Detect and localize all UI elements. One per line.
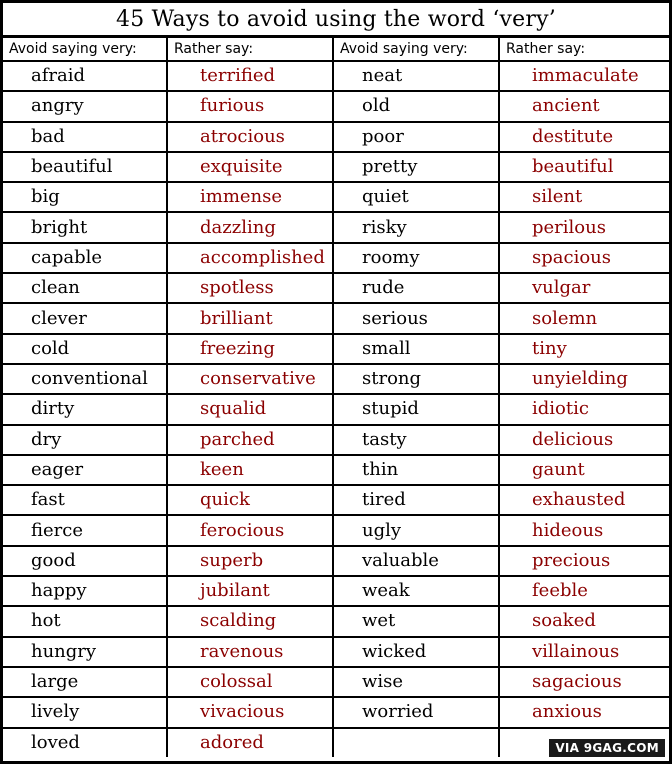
avoid-word-1: capable	[3, 243, 167, 273]
rather-word-1: terrified	[167, 61, 333, 91]
avoid-word-1: bad	[3, 122, 167, 152]
rather-word-1: atrocious	[167, 122, 333, 152]
avoid-word-2	[333, 728, 499, 757]
rather-word-1: accomplished	[167, 243, 333, 273]
table-row	[3, 243, 669, 273]
rather-word-2: immaculate	[499, 61, 669, 91]
avoid-word-2: rude	[333, 273, 499, 303]
table-row	[3, 425, 669, 455]
rather-word-1: colossal	[167, 667, 333, 697]
rather-word-1: spotless	[167, 273, 333, 303]
page-title: 45 Ways to avoid using the word ‘very’	[3, 3, 669, 38]
rather-word-2: hideous	[499, 515, 669, 545]
rather-word-2: ancient	[499, 91, 669, 121]
rather-word-2: feeble	[499, 576, 669, 606]
avoid-word-1: cold	[3, 334, 167, 364]
rather-word-2: spacious	[499, 243, 669, 273]
word-table	[3, 38, 669, 757]
header-rather-2: Rather say:	[499, 38, 669, 61]
table-row	[3, 152, 669, 182]
rather-word-2: destitute	[499, 122, 669, 152]
avoid-word-2: neat	[333, 61, 499, 91]
avoid-word-1: eager	[3, 455, 167, 485]
header-row	[3, 38, 669, 61]
rather-word-1: furious	[167, 91, 333, 121]
table-row	[3, 212, 669, 242]
table-row	[3, 546, 669, 576]
rather-word-1: ferocious	[167, 515, 333, 545]
rather-word-1: squalid	[167, 394, 333, 424]
table-row	[3, 637, 669, 667]
rather-word-2: idiotic	[499, 394, 669, 424]
avoid-word-1: bright	[3, 212, 167, 242]
header-avoid-2: Avoid saying very:	[333, 38, 499, 61]
table-row	[3, 182, 669, 212]
avoid-word-2: risky	[333, 212, 499, 242]
avoid-word-1: happy	[3, 576, 167, 606]
avoid-word-2: poor	[333, 122, 499, 152]
header-rather-1: Rather say:	[167, 38, 333, 61]
rather-word-1: freezing	[167, 334, 333, 364]
avoid-word-2: tasty	[333, 425, 499, 455]
avoid-word-1: afraid	[3, 61, 167, 91]
avoid-word-1: big	[3, 182, 167, 212]
avoid-word-2: serious	[333, 303, 499, 333]
rather-word-1: adored	[167, 728, 333, 757]
table-row	[3, 61, 669, 91]
rather-word-1: exquisite	[167, 152, 333, 182]
avoid-word-1: clean	[3, 273, 167, 303]
avoid-word-1: fast	[3, 485, 167, 515]
rather-word-1: dazzling	[167, 212, 333, 242]
table-row	[3, 697, 669, 727]
avoid-word-1: lively	[3, 697, 167, 727]
avoid-word-2: small	[333, 334, 499, 364]
rather-word-2: anxious	[499, 697, 669, 727]
rather-word-2: soaked	[499, 606, 669, 636]
avoid-word-2: pretty	[333, 152, 499, 182]
avoid-word-2: quiet	[333, 182, 499, 212]
avoid-word-2: tired	[333, 485, 499, 515]
rather-word-2: precious	[499, 546, 669, 576]
table-row	[3, 273, 669, 303]
rather-word-2: vulgar	[499, 273, 669, 303]
table-row	[3, 455, 669, 485]
rather-word-1: ravenous	[167, 637, 333, 667]
table-row	[3, 364, 669, 394]
rather-word-1: immense	[167, 182, 333, 212]
table-row	[3, 606, 669, 636]
avoid-word-2: wet	[333, 606, 499, 636]
rather-word-2: gaunt	[499, 455, 669, 485]
rather-word-2: sagacious	[499, 667, 669, 697]
avoid-word-1: hungry	[3, 637, 167, 667]
table-row	[3, 485, 669, 515]
rather-word-2: unyielding	[499, 364, 669, 394]
rather-word-2: exhausted	[499, 485, 669, 515]
avoid-word-1: large	[3, 667, 167, 697]
table-row	[3, 515, 669, 545]
header-avoid-1: Avoid saying very:	[3, 38, 167, 61]
avoid-word-1: good	[3, 546, 167, 576]
table-row	[3, 334, 669, 364]
avoid-word-2: valuable	[333, 546, 499, 576]
rather-word-1: superb	[167, 546, 333, 576]
avoid-word-1: beautiful	[3, 152, 167, 182]
table-row	[3, 394, 669, 424]
rather-word-1: brilliant	[167, 303, 333, 333]
avoid-word-2: strong	[333, 364, 499, 394]
avoid-word-2: stupid	[333, 394, 499, 424]
avoid-word-1: angry	[3, 91, 167, 121]
rather-word-2: perilous	[499, 212, 669, 242]
rather-word-1: scalding	[167, 606, 333, 636]
avoid-word-1: loved	[3, 728, 167, 757]
rather-word-1: parched	[167, 425, 333, 455]
rather-word-2: beautiful	[499, 152, 669, 182]
rather-word-2: solemn	[499, 303, 669, 333]
avoid-word-2: wise	[333, 667, 499, 697]
avoid-word-2: wicked	[333, 637, 499, 667]
rather-word-2: delicious	[499, 425, 669, 455]
rather-word-1: jubilant	[167, 576, 333, 606]
rather-word-1: vivacious	[167, 697, 333, 727]
avoid-word-1: dirty	[3, 394, 167, 424]
avoid-word-1: conventional	[3, 364, 167, 394]
avoid-word-2: weak	[333, 576, 499, 606]
avoid-word-2: worried	[333, 697, 499, 727]
table-row	[3, 91, 669, 121]
avoid-word-2: thin	[333, 455, 499, 485]
avoid-word-2: roomy	[333, 243, 499, 273]
rather-word-2: silent	[499, 182, 669, 212]
table-row	[3, 667, 669, 697]
avoid-word-1: clever	[3, 303, 167, 333]
watermark-badge: VIA 9GAG.COM	[549, 739, 665, 757]
table-row	[3, 303, 669, 333]
avoid-word-1: fierce	[3, 515, 167, 545]
rather-word-2: villainous	[499, 637, 669, 667]
avoid-word-1: hot	[3, 606, 167, 636]
avoid-word-2: ugly	[333, 515, 499, 545]
avoid-word-2: old	[333, 91, 499, 121]
rather-word-1: keen	[167, 455, 333, 485]
rather-word-1: quick	[167, 485, 333, 515]
table-row	[3, 122, 669, 152]
avoid-word-1: dry	[3, 425, 167, 455]
rather-word-2: tiny	[499, 334, 669, 364]
rather-word-1: conservative	[167, 364, 333, 394]
table-row	[3, 576, 669, 606]
